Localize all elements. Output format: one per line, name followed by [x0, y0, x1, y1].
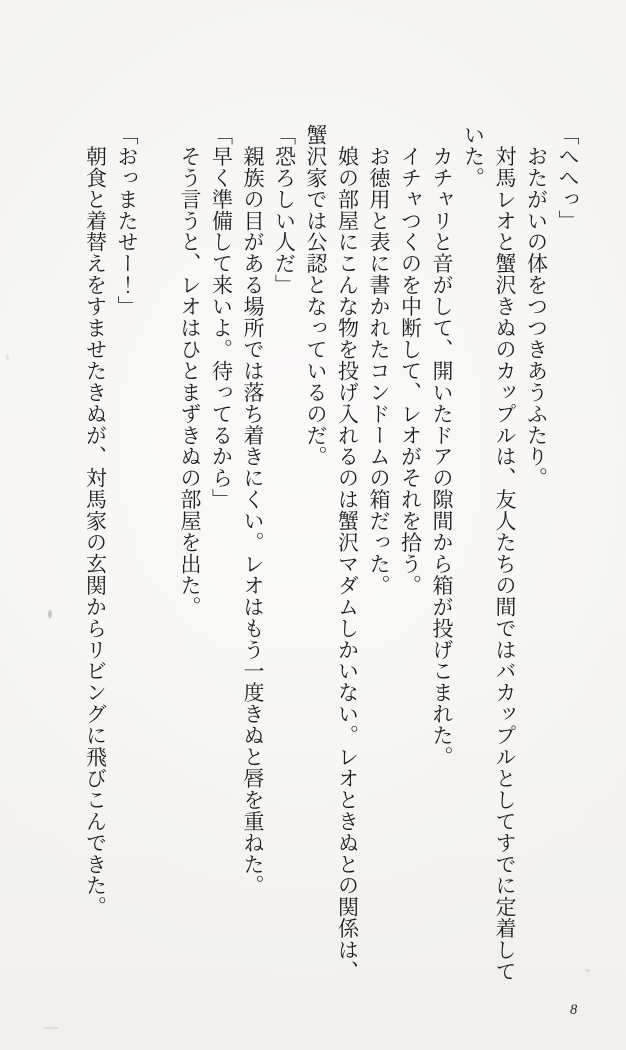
text-line: 「へへっ」 — [556, 124, 580, 232]
page-number: 8 — [570, 1002, 578, 1018]
text-line: 「恐ろしい人だ」 — [272, 124, 297, 296]
text-line: 蟹沢家では公認となっているのだ。 — [304, 124, 328, 468]
text-line: お徳用と表に書かれたコンドームの箱だった。 — [367, 124, 391, 596]
text-line: 対馬レオと蟹沢きぬのカップルは、友人たちの間ではバカップルとしてすでに定着して — [493, 124, 517, 982]
scan-speck — [585, 969, 590, 972]
text-line-blank — [142, 124, 174, 1004]
scan-speck — [44, 1027, 59, 1029]
text-line: カチャリと音がして、開いたドアの隙間から箱が投げこまれた。 — [430, 124, 454, 768]
text-line: 朝食と着替えをすませたきぬが、対馬家の玄関からリビングに飛びこんできた。 — [83, 124, 108, 918]
text-line: 「おっまたせー！」 — [115, 124, 139, 318]
text-line: いた。 — [461, 124, 486, 189]
text-line: おたがいの体をつつきあうふたり。 — [524, 124, 549, 489]
text-line: イチャつくのを中断して、レオがそれを拾う。 — [398, 124, 423, 596]
vertical-text-block — [79, 124, 583, 1004]
text-line: 親族の目がある場所では落ち着きにくい。レオはもう一度きぬと唇を重ねた。 — [241, 124, 265, 897]
text-line: 娘の部屋にこんな物を投げ入れるのは蟹沢マダムしかいない。レオときぬとの関係は、 — [335, 124, 360, 982]
text-line: 「早く準備して来いよ。待ってるから」 — [209, 124, 234, 511]
scan-speck — [48, 610, 52, 618]
scan-speck — [6, 355, 9, 360]
text-line: そう言うと、レオはひとまずきぬの部屋を出た。 — [178, 124, 202, 618]
